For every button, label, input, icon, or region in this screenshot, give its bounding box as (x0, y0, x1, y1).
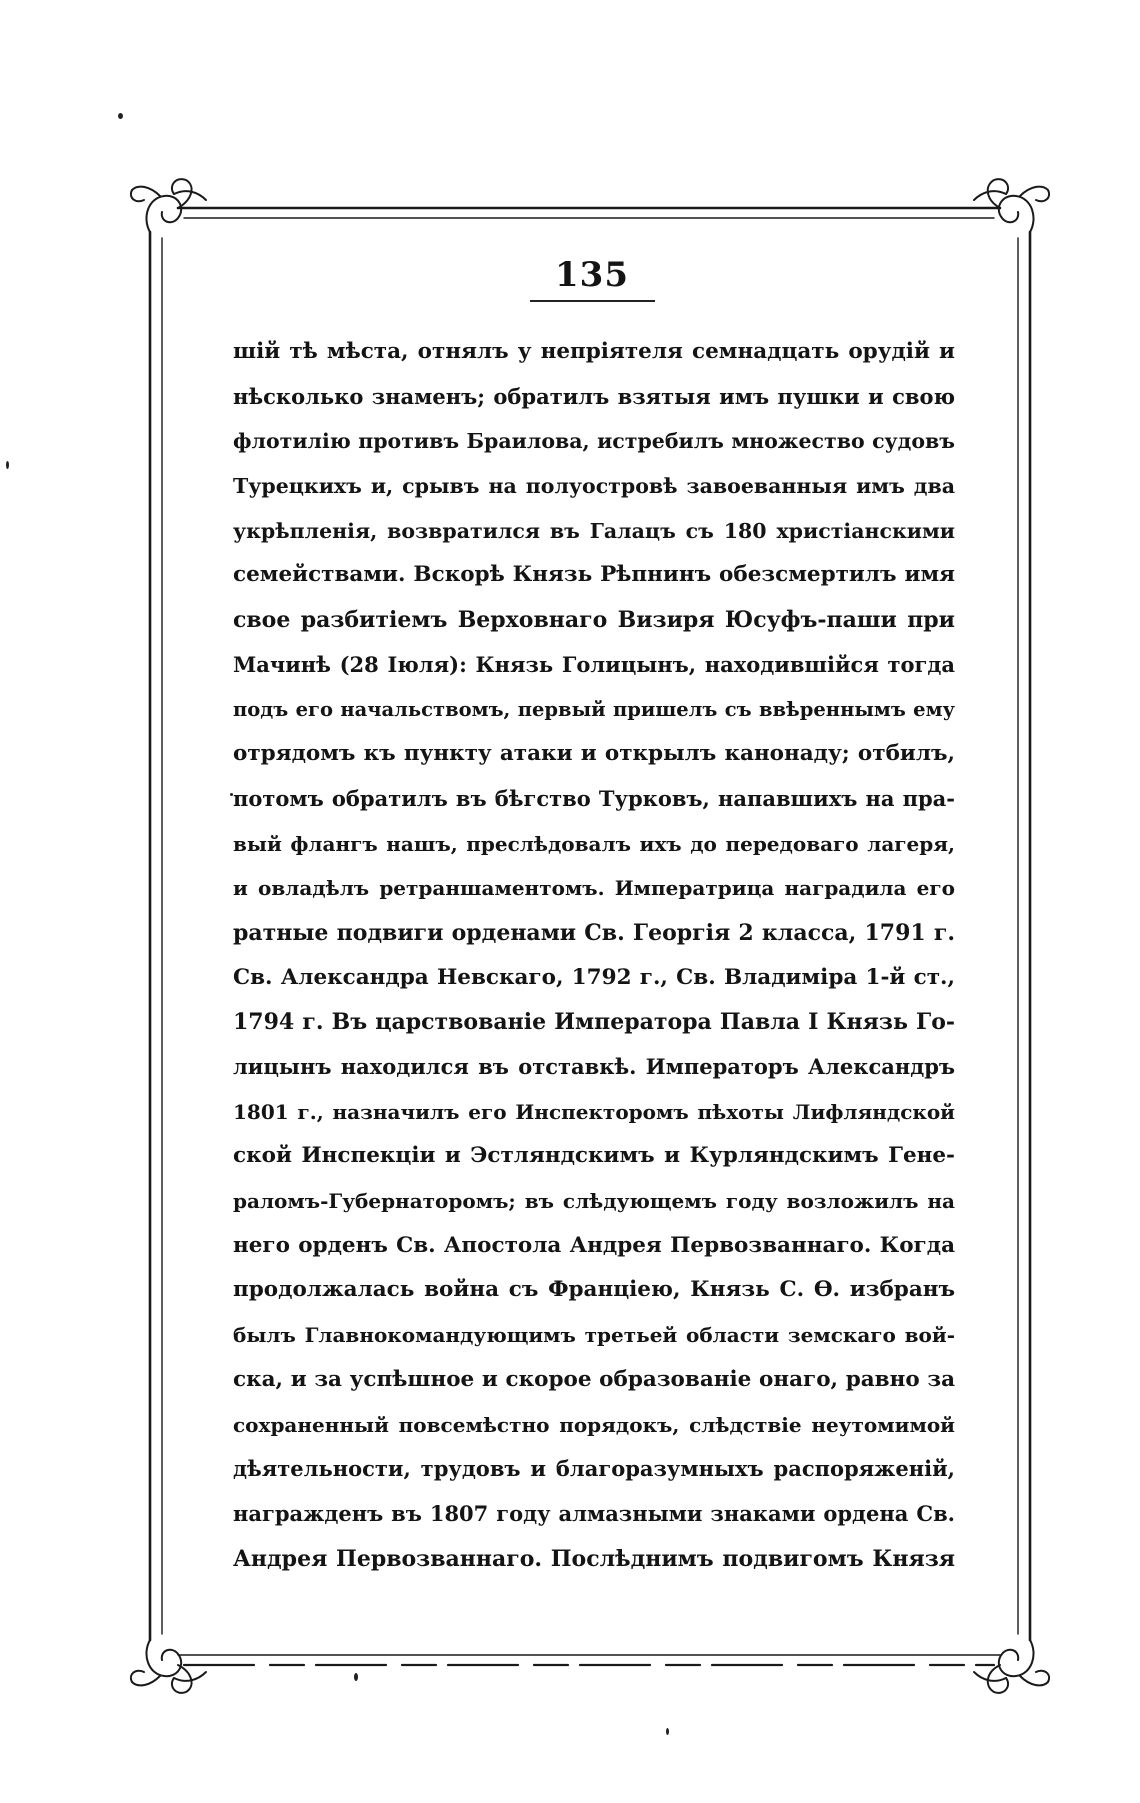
corner-ornament-bottom-left (131, 1640, 206, 1693)
text-line: 1794 г. Въ царствованіе Императора Павла I Князь Го- (233, 1009, 955, 1036)
text-line: подъ его начальствомъ, первый пришелъ съ ввѣреннымъ ему (233, 697, 955, 721)
print-speck (666, 1728, 669, 1735)
text-line: нѣсколько знаменъ; обратилъ взятыя имъ пушки и свою (233, 383, 955, 409)
corner-ornament-top-right (974, 179, 1049, 232)
text-line: укрѣпленія, возвратился въ Галацъ съ 180 христіанскими (233, 518, 955, 543)
text-line: Св. Александра Невскаго, 1792 г., Св. Владиміра 1-й ст., (233, 964, 955, 990)
text-line: Андрея Первозваннаго. Послѣднимъ подвигомъ Князя (233, 1545, 955, 1572)
print-speck (6, 461, 9, 469)
text-line: вый флангъ нашъ, преслѣдовалъ ихъ до передоваго лагеря, (233, 831, 955, 856)
text-line: награжденъ въ 1807 году алмазными знаками ордена Св. (233, 1500, 955, 1526)
print-speck (118, 113, 123, 119)
text-line: него орденъ Св. Апостола Андрея Первозваннаго. Когда (233, 1232, 955, 1258)
text-line: ской Инспекціи и Эстляндскимъ и Курляндскимъ Гене- (233, 1143, 955, 1169)
page-number: 135 (555, 255, 629, 295)
text-line: флотилію противъ Браилова, истребилъ множество судовъ (233, 429, 955, 454)
print-speck (354, 1673, 358, 1681)
body-text (233, 330, 955, 1581)
corner-ornament-bottom-right (974, 1640, 1049, 1693)
text-line: и овладѣлъ ретраншаментомъ. Императрица наградила его (233, 876, 955, 901)
text-line: 1801 г., назначилъ его Инспекторомъ пѣхоты Лифляндской (233, 1099, 955, 1124)
text-line: свое разбитіемъ Верховнаго Визиря Юсуфъ-паши при (233, 607, 955, 634)
text-line: дѣятельности, трудовъ и благоразумныхъ распоряженій, (233, 1456, 955, 1482)
text-line: былъ Главнокомандующимъ третьей области земскаго вой- (233, 1323, 955, 1348)
text-line: ратные подвиги орденами Св. Георгія 2 класса, 1791 г. (233, 919, 955, 946)
text-line: отрядомъ къ пункту атаки и открылъ канонаду; отбилъ, (233, 741, 955, 767)
text-line: семействами. Вскорѣ Князь Рѣпнинъ обезсмертилъ имя (233, 562, 955, 588)
text-line: потомъ обратилъ въ бѣгство Турковъ, напавшихъ на пра- (233, 785, 955, 811)
text-line: Турецкихъ и, срывъ на полуостровѣ завоеванныя имъ два (233, 474, 955, 499)
corner-ornament-top-left (131, 179, 206, 232)
text-line: ска, и за успѣшное и скорое образованіе онаго, равно за (233, 1366, 955, 1392)
text-line: шій тѣ мѣста, отнялъ у непріятеля семнадцать орудій и (233, 339, 955, 364)
text-line: лицынъ находился въ отставкѣ. Императоръ Александръ (233, 1054, 955, 1079)
text-line: Мачинѣ (28 Іюля): Князь Голицынъ, находившійся тогда (233, 651, 955, 677)
text-line: продолжалась война съ Франціею, Князь С. Ѳ. избранъ (233, 1277, 955, 1303)
page-number-underline (530, 300, 655, 302)
text-line: сохраненный повсемѣстно порядокъ, слѣдствіе неутомимой (233, 1412, 955, 1437)
text-line: раломъ-Губернаторомъ; въ слѣдующемъ году возложилъ на (233, 1189, 955, 1214)
